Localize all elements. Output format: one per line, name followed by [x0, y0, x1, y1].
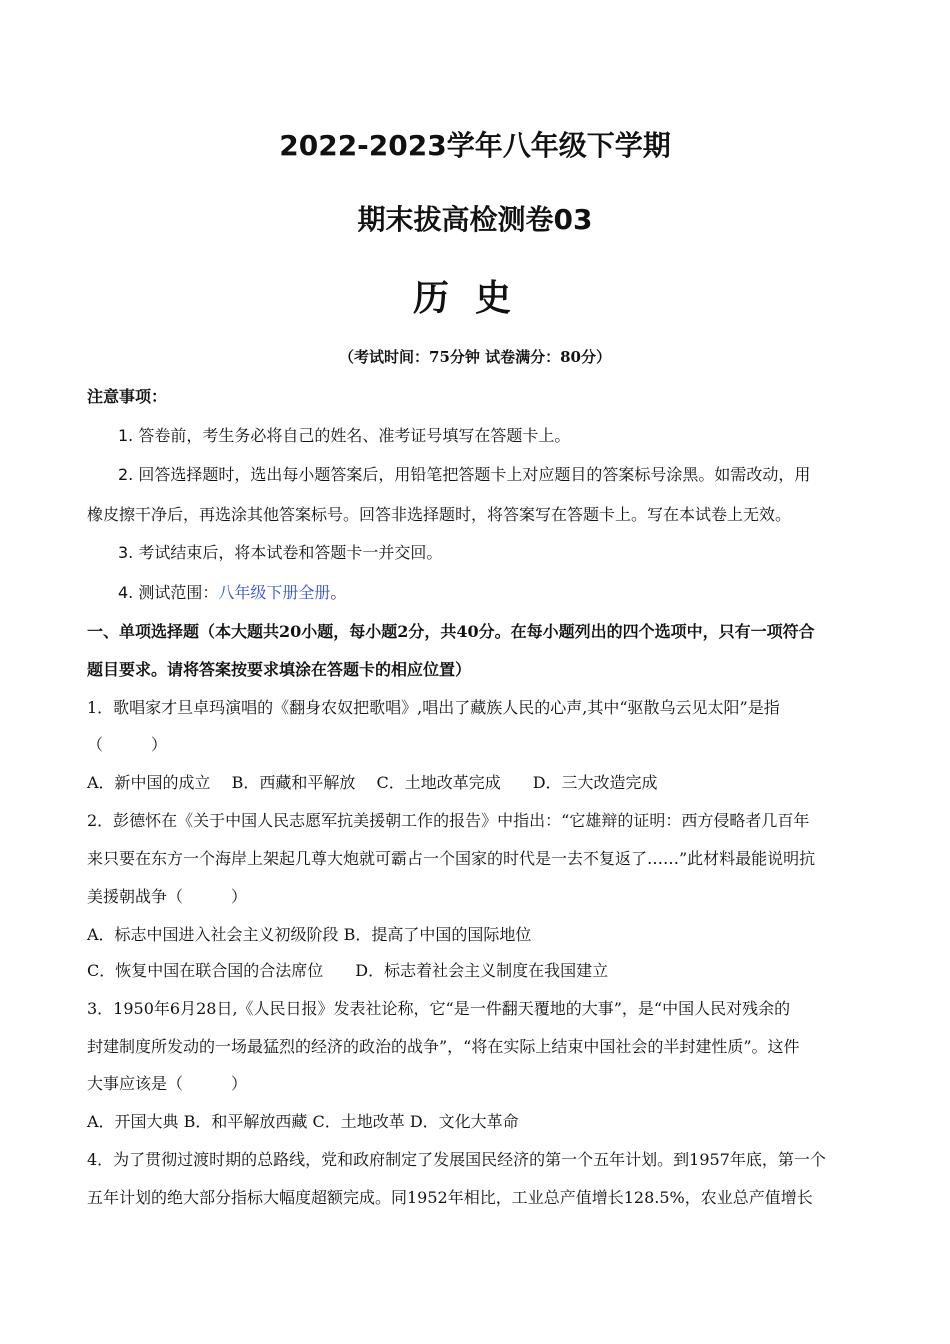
- question-1-blank: （ ）: [87, 735, 168, 754]
- question-3-text-end: 大事应该是（ ）: [87, 1074, 248, 1093]
- question-2-text: 2．彭德怀在《关于中国人民志愿军抗美援朝工作的报告》中指出：“它雄辩的证明：西方侵略者几百年: [87, 811, 810, 830]
- notice-item-2: 2. 回答选择题时，选出每小题答案后，用铅笔把答题卡上对应题目的答案标号涂黑。如需改动，用: [118, 465, 811, 484]
- exam-title-line1: 2022-2023学年八年级下学期: [279, 129, 671, 162]
- notice-item-1: 1. 答卷前，考生务必将自己的姓名、准考证号填写在答题卡上。: [118, 426, 571, 445]
- question-1-text: 1．歌唱家才旦卓玛演唱的《翻身农奴把歌唱》,唱出了藏族人民的心声,其中“驱散乌云见太阳”是指: [87, 698, 780, 717]
- question-2-options-ab: A．标志中国进入社会主义初级阶段 B．提高了中国的国际地位: [87, 925, 532, 944]
- section1-heading-line2: 题目要求。请将答案按要求填涂在答题卡的相应位置）: [87, 660, 472, 679]
- question-4-text-cont: 五年计划的绝大部分指标大幅度超额完成。同1952年相比，工业总产值增长128.5%，农业总产值增长: [87, 1188, 813, 1207]
- section1-heading-line1: 一、单项选择题（本大题共20小题，每小题2分，共40分。在每小题列出的四个选项中，只有一项符合: [87, 622, 815, 641]
- subject-title: 历史: [412, 278, 537, 319]
- question-2-text-cont: 来只要在东方一个海岸上架起几尊大炮就可霸占一个国家的时代是一去不复返了……”此材料最能说明抗: [87, 849, 816, 868]
- question-2-text-end: 美援朝战争（ ）: [87, 887, 248, 906]
- notice-item-4: 4. 测试范围：八年级下册全册。: [118, 583, 347, 602]
- question-1-options: A．新中国的成立 B．西藏和平解放 C．土地改革完成 D．三大改造完成: [87, 773, 658, 792]
- question-3-options: A．开国大典 B．和平解放西藏 C．土地改革 D．文化大革命: [87, 1112, 519, 1131]
- notice-item-3: 3. 考试结束后，将本试卷和答题卡一并交回。: [118, 543, 443, 562]
- exam-info: （考试时间：75分钟 试卷满分：80分）: [339, 348, 611, 366]
- question-2-options-cd: C．恢复中国在联合国的合法席位 D．标志着社会主义制度在我国建立: [87, 961, 609, 980]
- test-scope-link[interactable]: 八年级下册全册: [218, 583, 331, 602]
- notice-heading: 注意事项：: [87, 387, 168, 406]
- question-4-text: 4．为了贯彻过渡时期的总路线，党和政府制定了发展国民经济的第一个五年计划。到1957年底，第一个: [87, 1150, 826, 1169]
- question-3-text: 3．1950年6月28日,《人民日报》发表社论称，它“是一件翻天覆地的大事”，是“中国人民对残余的: [87, 999, 791, 1018]
- notice-item-2-cont: 橡皮擦干净后，再选涂其他答案标号。回答非选择题时，将答案写在答题卡上。写在本试卷上无效。: [87, 505, 792, 524]
- question-3-text-cont: 封建制度所发动的一场最猛烈的经济的政治的战争”，“将在实际上结束中国社会的半封建性质”。这件: [87, 1037, 800, 1056]
- exam-title-line2: 期末拔高检测卷03: [357, 203, 593, 236]
